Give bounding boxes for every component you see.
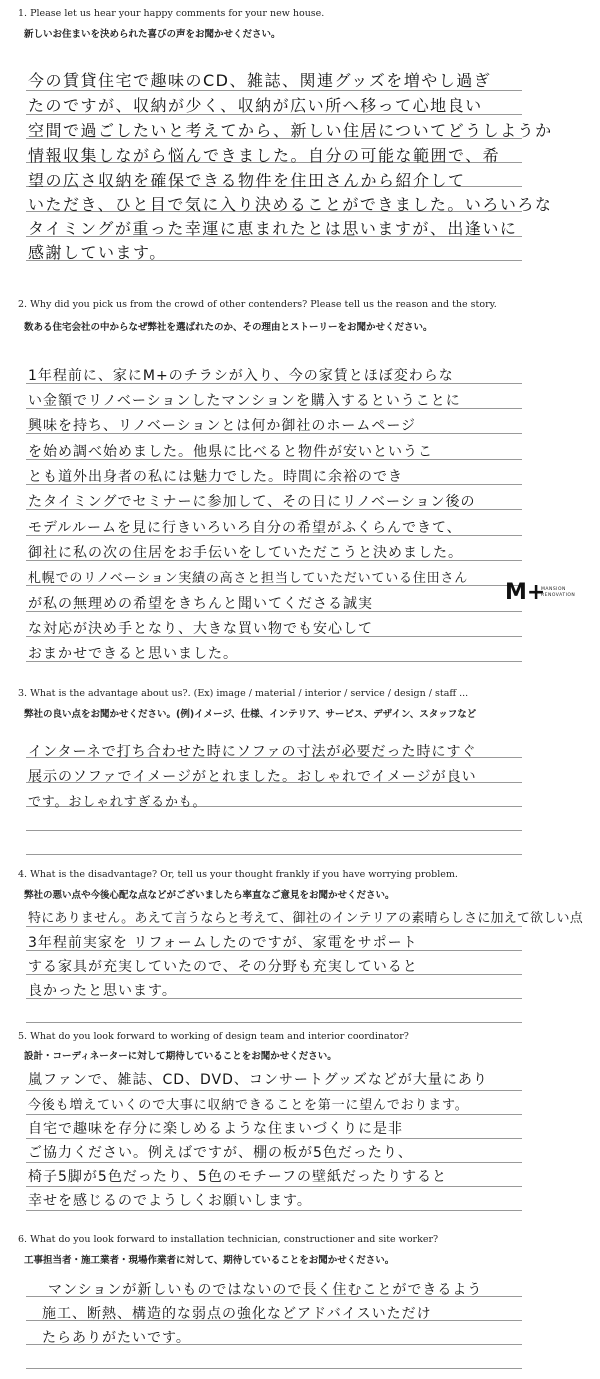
logo-sub-line-2: RENOVATION bbox=[541, 593, 576, 598]
answer-2-line-12: おまかせできると思いました。 bbox=[28, 646, 238, 662]
answer-rule bbox=[26, 1162, 522, 1163]
answer-6-line-2: 施工、断熱、構造的な弱点の強化などアドバイスいただけ bbox=[42, 1306, 432, 1322]
answer-1-line-4: 情報収集しながら悩んできました。自分の可能な範囲で、希 bbox=[28, 146, 501, 165]
mplus-logo bbox=[505, 581, 591, 605]
answer-5-line-6: 幸せを感じるのでようしくお願いします。 bbox=[28, 1193, 312, 1209]
answer-rule bbox=[26, 1138, 522, 1139]
answer-rule bbox=[26, 1210, 522, 1211]
answer-2-line-1: 1年程前に、家にM+のチラシが入り、今の家賃とほぼ変わらな bbox=[28, 368, 454, 384]
answer-rule bbox=[26, 854, 522, 855]
question-2-en: 2. Why did you pick us from the crowd of other contenders? Please tell us the reason and the story. bbox=[18, 299, 497, 310]
answer-3-line-2: 展示のソファでイメージがとれました。おしゃれでイメージが良い bbox=[28, 769, 477, 785]
answer-1-line-8: 感謝しています。 bbox=[28, 243, 167, 262]
answer-1-line-1: 今の賃貸住宅で趣味のCD、雑誌、関連グッズを増やし過ぎ bbox=[28, 71, 492, 90]
answer-6-line-1: マンションが新しいものではないので長く住むことができるよう bbox=[48, 1282, 483, 1298]
logo-sub-line-1: MANSION bbox=[541, 587, 566, 592]
answer-rule bbox=[26, 926, 522, 927]
question-6-en: 6. What do you look forward to installation technician, constructioner and site worker? bbox=[18, 1234, 439, 1245]
answer-rule bbox=[26, 1186, 522, 1187]
answer-2-line-8: 御社に私の次の住居をお手伝いをしていただこうと決めました。 bbox=[28, 545, 463, 561]
answer-4-line-2: 3年程前実家を リフォームしたのですが、家電をサポート bbox=[28, 935, 418, 951]
answer-2-line-3: 興味を持ち、リノベーションとは何か御社のホームページ bbox=[28, 418, 417, 434]
question-4-ja: 弊社の悪い点や今後心配な点などがございましたら率直なご意見をお聞かせください。 bbox=[24, 890, 395, 901]
answer-5-line-1: 嵐ファンで、雑誌、CD、DVD、コンサートグッズなどが大量にあり bbox=[28, 1072, 488, 1088]
answer-3-line-1: インターネで打ち合わせた時にソファの寸法が必要だった時にすぐ bbox=[28, 744, 477, 760]
question-3-ja: 弊社の良い点をお聞かせください。(例)イメージ、仕様、インテリア、サービス、デザイン、スタッフなど bbox=[24, 709, 477, 720]
answer-5-line-5: 椅子5脚が5色だったり、5色のモチーフの壁紙だったりすると bbox=[28, 1169, 448, 1185]
answer-rule bbox=[26, 1090, 522, 1091]
question-1-ja: 新しいお住まいを決められた喜びの声をお聞かせください。 bbox=[24, 29, 281, 40]
answer-rule bbox=[26, 1114, 522, 1115]
question-3-en: 3. What is the advantage about us?. (Ex) image / material / interior / service / design / staff ... bbox=[18, 688, 469, 699]
answer-2-line-2: い金額でリノベーションしたマンションを購入するということに bbox=[28, 393, 461, 409]
question-6-ja: 工事担当者・施工業者・現場作業者に対して、期待していることをお聞かせください。 bbox=[24, 1255, 395, 1266]
answer-rule bbox=[26, 830, 522, 831]
answer-rule bbox=[26, 1368, 522, 1369]
question-5-ja: 設計・コーディネーターに対して期待していることをお聞かせください。 bbox=[24, 1051, 337, 1062]
question-4-en: 4. What is the disadvantage? Or, tell us your thought frankly if you have worrying problem. bbox=[18, 869, 458, 880]
answer-2-line-4: を始め調べ始めました。他県に比べると物件が安いというこ bbox=[28, 444, 433, 460]
answer-4-line-3: する家具が充実していたので、その分野も充実していると bbox=[28, 959, 418, 975]
question-2-ja: 数ある住宅会社の中からなぜ弊社を選ばれたのか、その理由とストーリーをお聞かせください。 bbox=[24, 322, 433, 333]
answer-4-line-4: 良かったと思います。 bbox=[28, 983, 177, 999]
question-5-en: 5. What do you look forward to working of design team and interior coordinator? bbox=[18, 1031, 409, 1042]
answer-3-line-3: です。おしゃれすぎるかも。 bbox=[28, 795, 207, 810]
answer-5-line-2: 今後も増えていくので大事に収納できることを第一に望んでおります。 bbox=[28, 1098, 469, 1113]
answer-1-line-5: 望の広さ収納を確保できる物件を住田さんから紹介して bbox=[28, 171, 466, 190]
answer-1-line-6: いただき、ひと目で気に入り決めることができました。いろいろな bbox=[28, 195, 553, 214]
answer-1-line-3: 空間で過ごしたいと考えてから、新しい住居についてどうしようか bbox=[28, 121, 553, 140]
answer-2-line-7: モデルルームを見に行きいろいろ自分の希望がふくらんできて、 bbox=[28, 520, 462, 536]
answer-6-line-3: たらありがたいです。 bbox=[42, 1330, 191, 1346]
answer-5-line-3: 自宅で趣味を存分に楽しめるような住まいづくりに是非 bbox=[28, 1121, 403, 1137]
answer-2-line-10: が私の無理めの希望をきちんと聞いてくださる誠実 bbox=[28, 596, 373, 612]
answer-2-line-11: な対応が決め手となり、大きな買い物でも安心して bbox=[28, 621, 373, 637]
answer-5-line-4: ご協力ください。例えばですが、棚の板が5色だったり、 bbox=[28, 1145, 413, 1161]
answer-1-line-2: たのですが、収納が少く、収納が広い所へ移って心地良い bbox=[28, 96, 483, 115]
answer-rule bbox=[26, 1022, 522, 1023]
question-1-en: 1. Please let us hear your happy comments for your new house. bbox=[18, 8, 325, 19]
answer-4-line-1: 特にありません。あえて言うならと考えて、御社のインテリアの素晴らしさに加えて欲しい点 bbox=[28, 911, 583, 926]
answer-2-line-9: 札幌でのリノベーション実績の高さと担当していただいている住田さん bbox=[28, 571, 469, 586]
answer-2-line-6: たタイミングでセミナーに参加して、その日にリノベーション後の bbox=[28, 494, 476, 510]
answer-2-line-5: とも道外出身者の私には魅力でした。時間に余裕のでき bbox=[28, 469, 403, 485]
answer-1-line-7: タイミングが重った幸運に恵まれたとは思いますが、出逢いに bbox=[28, 219, 518, 238]
logo-mark: M+ bbox=[505, 580, 546, 605]
